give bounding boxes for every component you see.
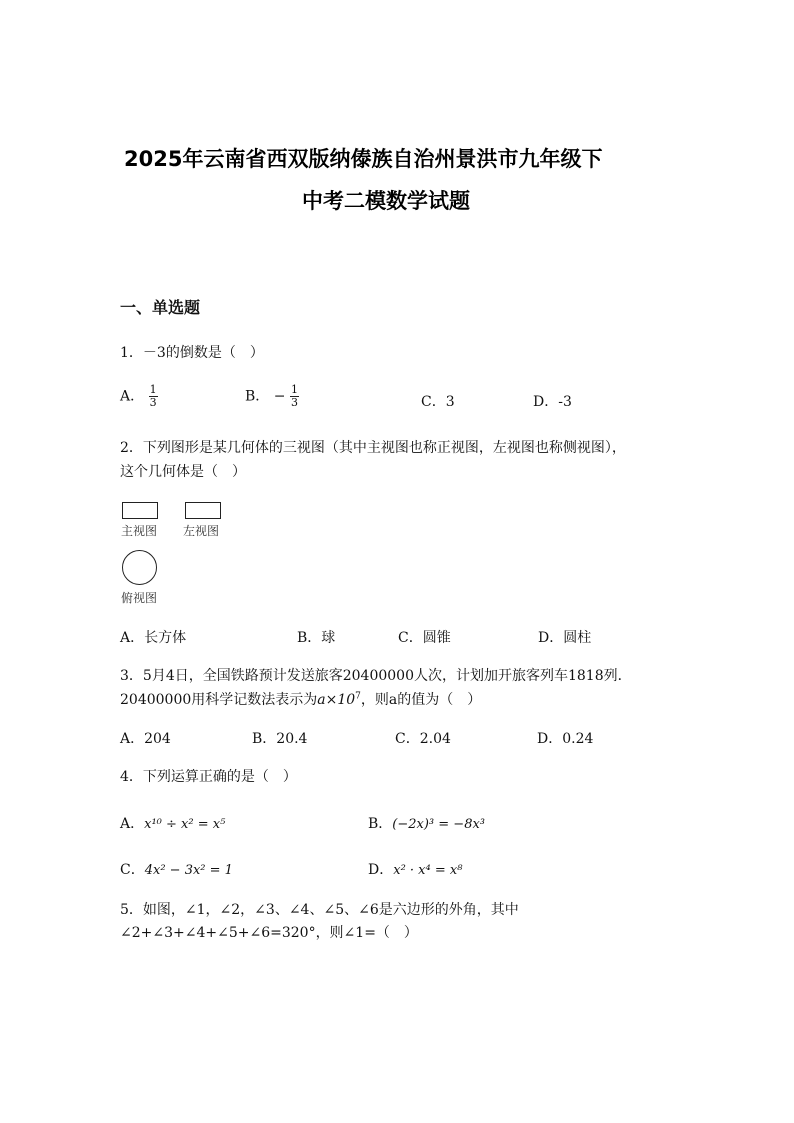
question-3-line2 bbox=[120, 689, 481, 709]
top-view-label: 俯视图 bbox=[121, 591, 158, 605]
math-expression: x¹⁰ ÷ x² = x⁵ bbox=[144, 817, 226, 832]
front-view-label: 主视图 bbox=[121, 524, 158, 538]
numerator: 1 bbox=[149, 383, 157, 396]
doc-title-line1: 2025年云南省西双版纳傣族自治州景洪市九年级下 bbox=[124, 147, 603, 171]
q1-option-a bbox=[120, 384, 158, 409]
q1-option-b bbox=[245, 384, 299, 409]
q4-option-c bbox=[120, 859, 233, 879]
front-view-rectangle bbox=[122, 502, 158, 519]
q3-exponent: 7 bbox=[355, 691, 361, 702]
math-expression: x² · x⁴ = x⁸ bbox=[393, 863, 463, 878]
math-expression: 4x² − 3x² = 1 bbox=[144, 863, 233, 878]
denominator: 3 bbox=[149, 396, 157, 409]
question-1-text: 1．－3的倒数是（ ） bbox=[120, 345, 264, 361]
denominator: 3 bbox=[290, 396, 298, 409]
q4-option-a bbox=[120, 813, 225, 833]
q3-option-b: B．20.4 bbox=[252, 731, 308, 747]
question-5-line2: ∠2+∠3+∠4+∠5+∠6=320°，则∠1=（ ） bbox=[120, 925, 418, 941]
q4-option-b bbox=[368, 813, 485, 833]
doc-title-line2: 中考二模数学试题 bbox=[302, 189, 470, 213]
numerator: 1 bbox=[290, 383, 298, 396]
q1-option-d: D．-3 bbox=[533, 394, 572, 410]
q3-text-a: 20400000用科学记数法表示为 bbox=[120, 692, 318, 708]
option-label: A． bbox=[120, 388, 145, 405]
option-label: D． bbox=[368, 862, 394, 878]
option-label: A． bbox=[120, 816, 145, 832]
section-heading: 一、单选题 bbox=[120, 298, 201, 317]
fraction bbox=[149, 384, 158, 409]
q3-text-b: ，则a的值为（ ） bbox=[360, 692, 482, 708]
question-2-line2: 这个几何体是（ ） bbox=[120, 464, 246, 480]
fraction bbox=[290, 384, 299, 409]
q3-option-a: A．204 bbox=[120, 731, 171, 747]
q2-option-c: C．圆锥 bbox=[398, 630, 451, 646]
question-5-line1: 5．如图，∠1，∠2，∠3、∠4、∠5、∠6是六边形的外角，其中 bbox=[120, 902, 519, 918]
math-expression: (−2x)³ = −8x³ bbox=[392, 817, 486, 832]
option-label: B． bbox=[245, 388, 270, 405]
q2-option-b: B．球 bbox=[297, 630, 336, 646]
q3-option-d: D．0.24 bbox=[537, 731, 594, 747]
option-label: B． bbox=[368, 816, 393, 832]
question-4-text: 4．下列运算正确的是（ ） bbox=[120, 769, 297, 785]
top-view-circle bbox=[122, 550, 157, 585]
option-label: C． bbox=[120, 862, 145, 878]
question-3-line1: 3．5月4日，全国铁路预计发送旅客20400000人次，计划加开旅客列车1818列． bbox=[120, 668, 632, 684]
q2-option-a: A．长方体 bbox=[120, 630, 187, 646]
q4-option-d bbox=[368, 859, 462, 879]
q3-option-c: C．2.04 bbox=[395, 731, 451, 747]
q1-option-c: C．3 bbox=[421, 394, 455, 410]
q3-expression: a×10 bbox=[317, 692, 356, 708]
minus-sign: − bbox=[273, 388, 286, 405]
left-view-label: 左视图 bbox=[183, 524, 220, 538]
left-view-rectangle bbox=[185, 502, 221, 519]
q2-option-d: D．圆柱 bbox=[538, 630, 592, 646]
question-2-line1: 2．下列图形是某几何体的三视图（其中主视图也称正视图，左视图也称侧视图）， bbox=[120, 440, 626, 456]
